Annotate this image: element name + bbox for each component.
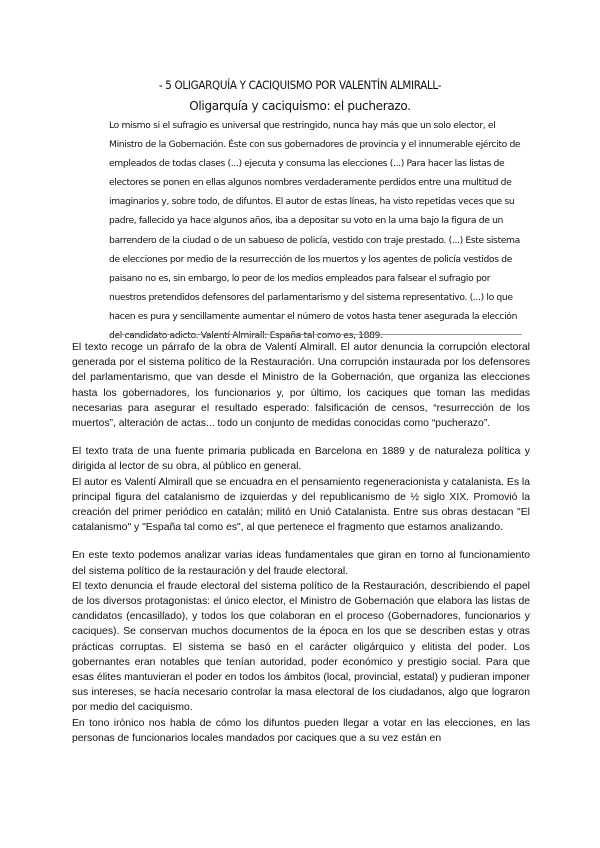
document-title: - 5 OLIGARQUÍA Y CACIQUISMO POR VALENTÍN ALMIRALL- [158, 78, 442, 92]
paragraph-author: El autor es Valentí Almirall que se encuadra en el pensamiento regeneracionista y catalanista. Es la principal figura del catalanismo de izquierdas y del republicanismo de ½ siglo XIX. Promovió la creación del primer periódico en catalán; militó en Unió Catalanista. Entre sus obras destacan "El catalanismo" y "España tal como es", al que pertenece el fragmento que estamos analizando. [72, 476, 530, 534]
paragraph-ideas-intro: En este texto podemos analizar varias ideas fundamentales que giran en torno al funcionamiento del sistema político de la restauración y del fraude electoral. [72, 550, 530, 577]
source-quote: Lo mismo si el sufragio es universal que restringido, nunca hay más que un solo elector, el Ministro de la Gobernación. Éste con sus gobernadores de provincia y el innumerable ejército de empleados de todas clases (...) ejecuta y consuma las elecciones (...) Para hacer las listas de electores se ponen en ellas algunos nombres verdaderamente perdidos entre una multitud de imaginarios y, sobre todo, de difuntos. El autor de estas líneas, ha visto repetidas veces que su padre, fallecido ya hace algunos años, iba a depositar su voto en la urna bajo la figura de un barrendero de la ciudad o de un sabueso de policía, vestido con traje prestado. (...) Este sistema de elecciones por medio de la resurrección de los muertos y los agentes de policía vestidos de paisano no es, sin embargo, lo peor de los medios empleados para falsear el sufragio por nuestros pretendidos defensores del parlamentarismo y del sistema representativo. (...) lo que hacen es pura y sencillamente aumentar el número de votos hasta tener asegurada la elección del candidato adicto. Valentí Almirall: España tal como es, 1889. [109, 120, 521, 342]
paragraph-source-type: El texto trata de una fuente primaria publicada en Barcelona en 1889 y de naturaleza política y dirigida al lector de su obra, al público en general. [72, 446, 530, 473]
paragraph-summary: El texto recoge un párrafo de la obra de Valentí Almirall. El autor denuncia la corrupción electoral generada por el sistema político de la Restauración. Una corrupción instaurada por los defensores del parlamentarismo, que van desde el Ministro de la Gobernación, que organiza las elecciones hasta los gobernadores, los funcionarios y, por último, los caciques que toman las medidas necesarias para asegurar el resultado esperado: falsificación de censos, “resurrección de los muertos”, alteración de actas... todo un conjunto de medidas conocidas como “pucherazo”. [72, 342, 530, 430]
separator-line [110, 334, 522, 335]
document-subtitle: Oligarquía y caciquismo: el pucherazo. [189, 99, 411, 113]
commentary-body [72, 340, 530, 746]
paragraph-fraud-analysis: El texto denuncia el fraude electoral del sistema político de la Restauración, describiendo el papel de los diversos protagonistas: el único elector, el Ministro de Gobernación que elabora las listas de candidatos (encasillado), y todos los que colaboran en el proceso (Gobernadores, funcionarios y caciques). Se conservan muchos documentos de la época en los que se describen estas y otras prácticas corruptas. El sistema se basó en el carácter oligárquico y elitista del poder. Los gobernantes eran notables que tenían autoridad, poder económico y prestigio social. Para que esas élites mantuvieran el poder en todos los ámbitos (local, provincial, estatal) y pudieran imponer sus intereses, se hacía necesario controlar la masa electoral de los ciudadanos, algo que lograron por medio del caciquismo. [72, 580, 530, 714]
paragraph-irony: En tono irónico nos habla de cómo los difuntos pueden llegar a votar en las elecciones, en las personas de funcionarios locales mandados por caciques que a su vez están en [72, 717, 530, 744]
